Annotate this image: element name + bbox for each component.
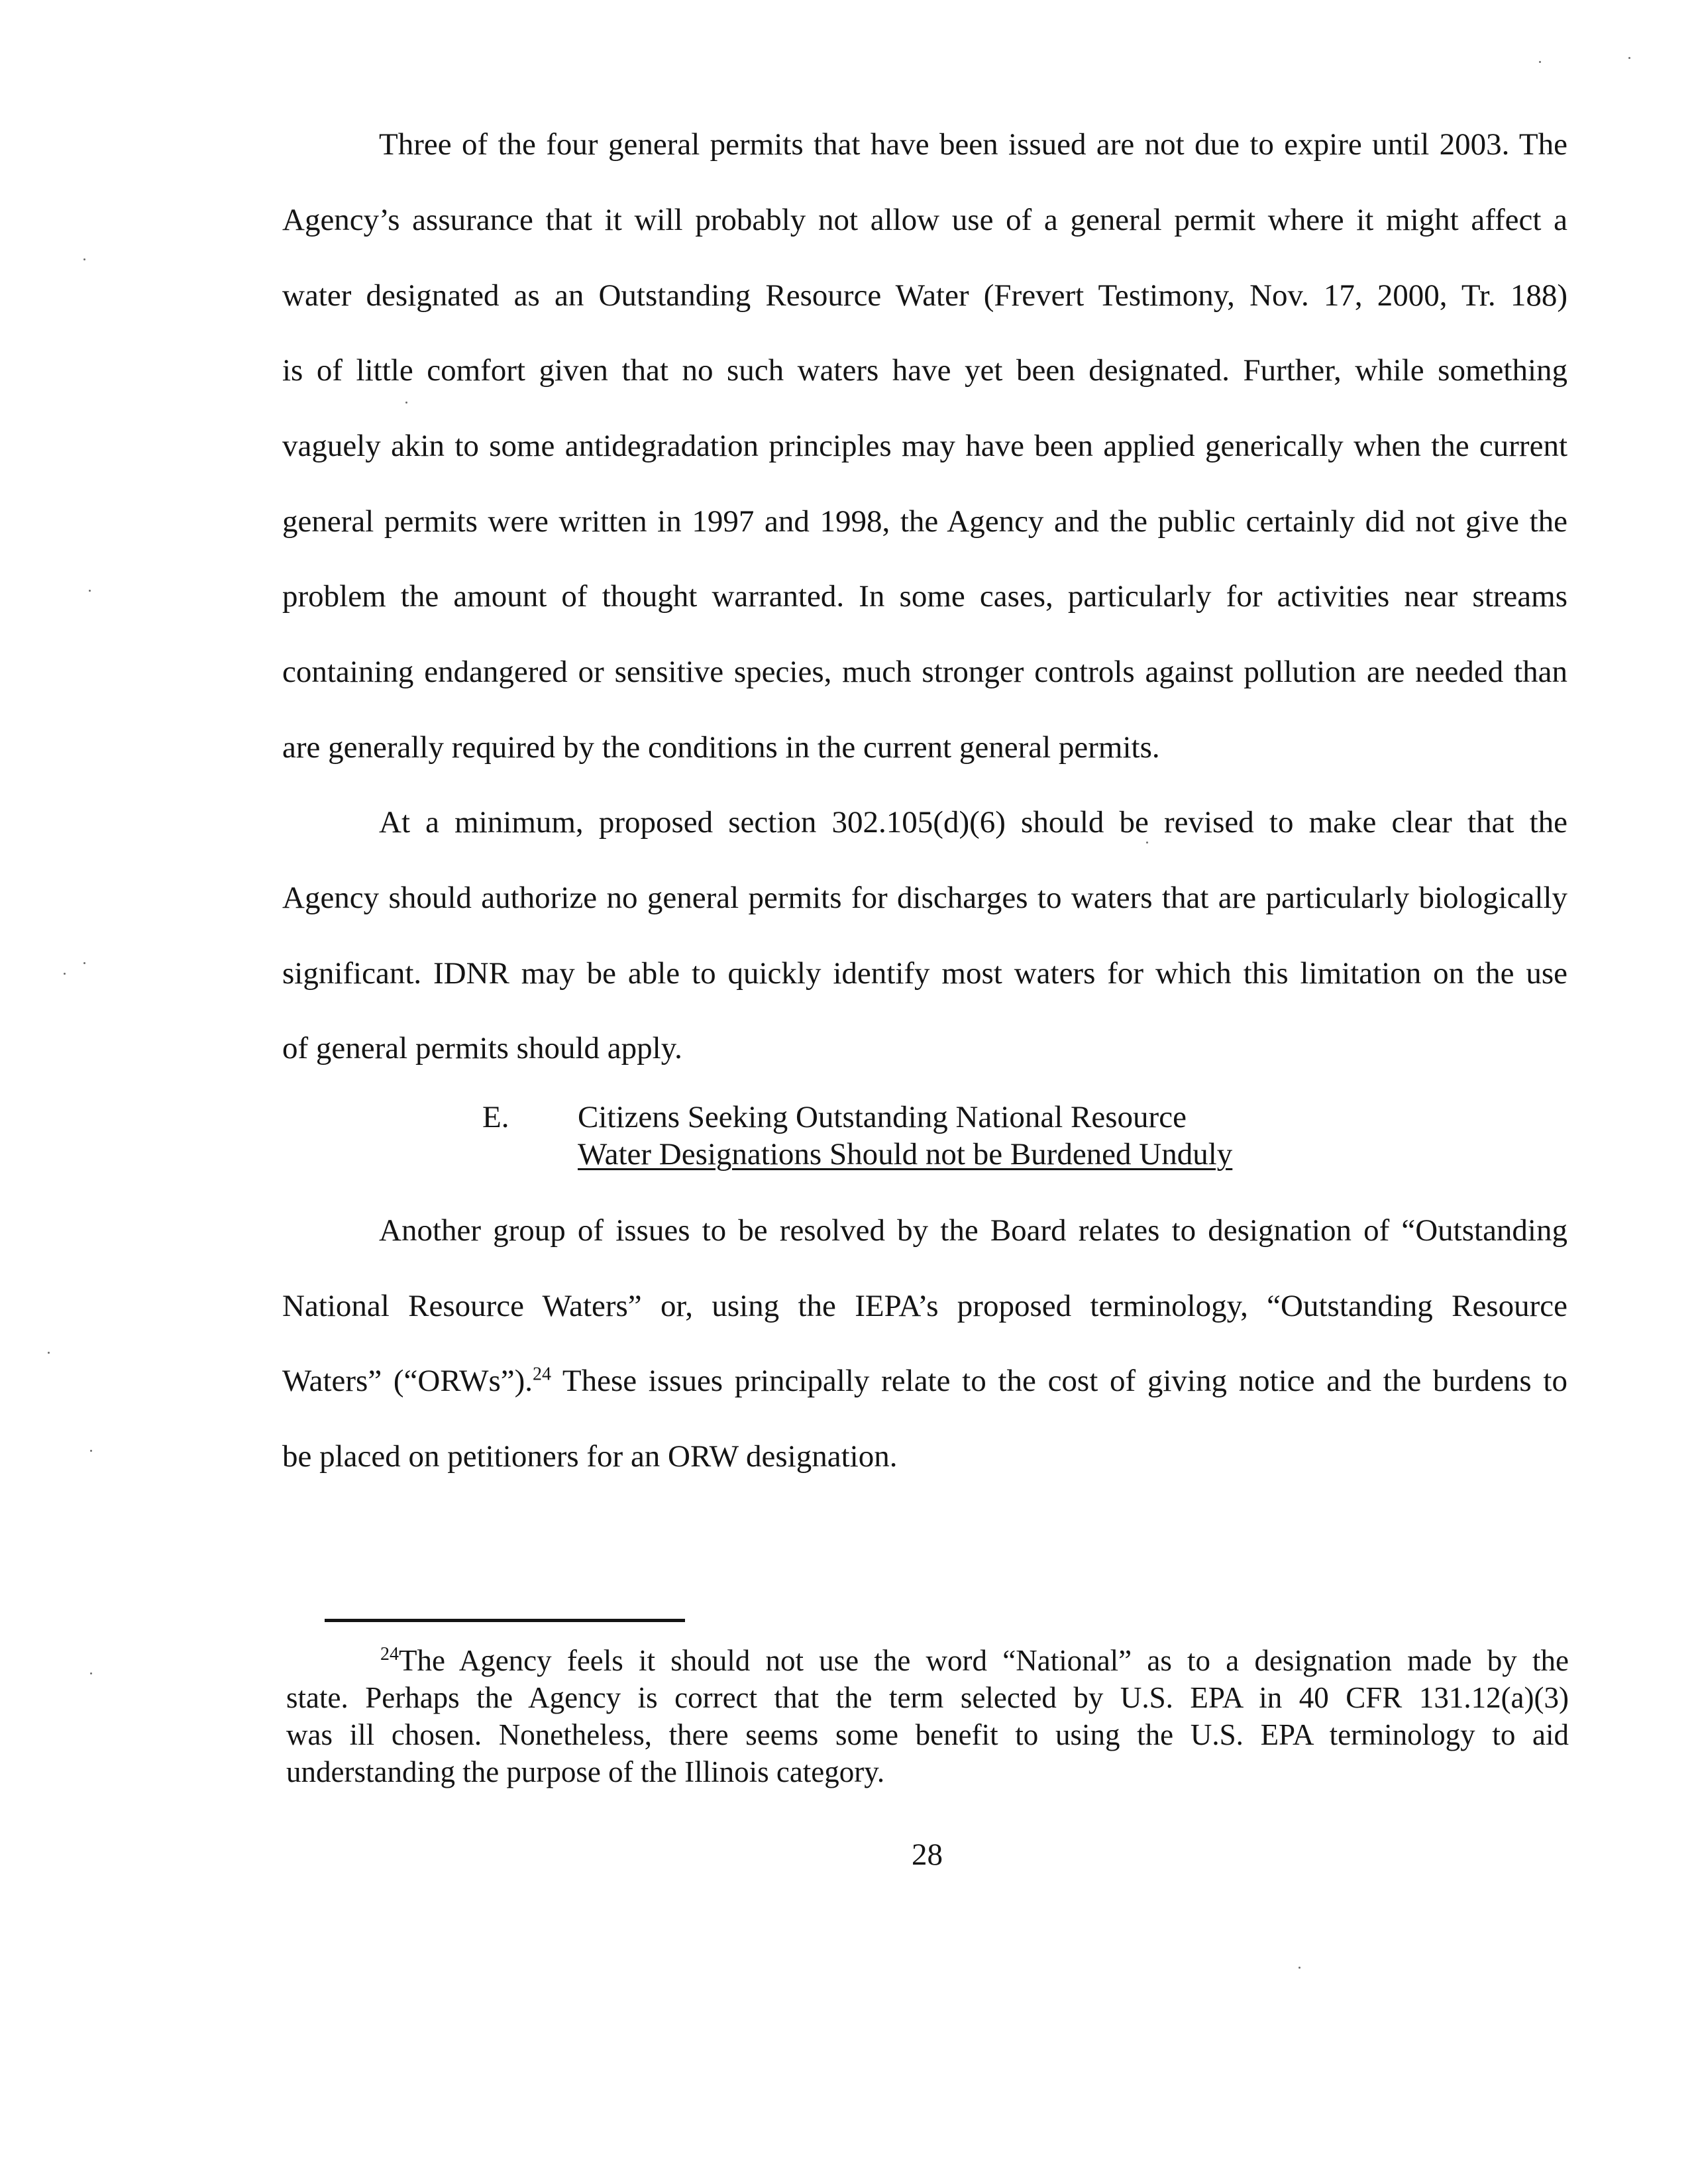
paragraph-1-line-8: containing endangered or sensitive species, much stronger controls against pollution are needed than (282, 655, 1567, 689)
footnote-line-4: understanding the purpose of the Illinois category. (286, 1755, 885, 1788)
section-heading-letter: E. (482, 1100, 509, 1134)
scan-speck (1146, 842, 1148, 844)
footnote-line-3: was ill chosen. Nonetheless, there seems some benefit to using the U.S. EPA terminology to aid (286, 1718, 1569, 1751)
footnote-line-2: state. Perhaps the Agency is correct that the term selected by U.S. EPA in 40 CFR 131.12(a)(3) (286, 1681, 1569, 1714)
footnote-reference: 24 (533, 1364, 552, 1385)
footnote-line-1-text: The Agency feels it should not use the word “National” as to a designation made by the (399, 1644, 1569, 1677)
scan-speck (90, 1450, 92, 1452)
footnote-line-1 (380, 1642, 1569, 1679)
scan-speck (405, 402, 407, 404)
footnote-marker: 24 (380, 1644, 399, 1665)
paragraph-2-line-2: Agency should authorize no general permits for discharges to waters that are particularly biologically (282, 881, 1567, 915)
scan-speck (1298, 1967, 1300, 1969)
paragraph-1-line-3: water designated as an Outstanding Resource Water (Frevert Testimony, Nov. 17, 2000, Tr. 188) (282, 278, 1567, 313)
paragraph-1-line-2: Agency’s assurance that it will probably not allow use of a general permit where it might affect a (282, 203, 1567, 237)
paragraph-3-line-3 (282, 1362, 1567, 1399)
paragraph-3-line-1: Another group of issues to be resolved by the Board relates to designation of “Outstanding (379, 1213, 1567, 1248)
scan-speck (90, 1672, 92, 1674)
paragraph-3-line-4: be placed on petitioners for an ORW designation. (282, 1439, 898, 1474)
section-heading-line-1: Citizens Seeking Outstanding National Resource (578, 1100, 1187, 1134)
page-number: 28 (912, 1837, 943, 1872)
paragraph-1-line-5: vaguely akin to some antidegradation principles may have been applied generically when the current (282, 429, 1567, 463)
paragraph-2-line-3: significant. IDNR may be able to quickly identify most waters for which this limitation on the use (282, 956, 1567, 991)
paragraph-1-line-9: are generally required by the conditions in the current general permits. (282, 730, 1160, 765)
footnote-rule (325, 1619, 685, 1622)
paragraph-2-line-1: At a minimum, proposed section 302.105(d)(6) should be revised to make clear that the (379, 805, 1567, 840)
scan-speck (83, 258, 85, 260)
scan-speck (48, 1352, 50, 1354)
scan-speck (1628, 57, 1630, 59)
paragraph-3-line-2: National Resource Waters” or, using the IEPA’s proposed terminology, “Outstanding Resource (282, 1289, 1567, 1323)
paragraph-3-line-3-text-before: Waters” (“ORWs”). (282, 1364, 533, 1398)
paragraph-2-line-4: of general permits should apply. (282, 1031, 682, 1065)
section-heading-line-2: Water Designations Should not be Burdened Unduly (578, 1137, 1233, 1172)
scan-speck (1539, 61, 1541, 63)
paragraph-1-line-7: problem the amount of thought warranted. In some cases, particularly for activities near streams (282, 579, 1567, 614)
paragraph-1-line-6: general permits were written in 1997 and 1998, the Agency and the public certainly did not give the (282, 504, 1567, 539)
scan-speck (64, 973, 66, 975)
scan-speck (83, 962, 85, 964)
paragraph-3-line-3-text-after: These issues principally relate to the cost of giving notice and the burdens to (551, 1364, 1567, 1398)
paragraph-1-line-4: is of little comfort given that no such waters have yet been designated. Further, while something (282, 353, 1567, 388)
scan-speck (89, 590, 91, 592)
paragraph-1-line-1: Three of the four general permits that have been issued are not due to expire until 2003. The (379, 127, 1567, 162)
